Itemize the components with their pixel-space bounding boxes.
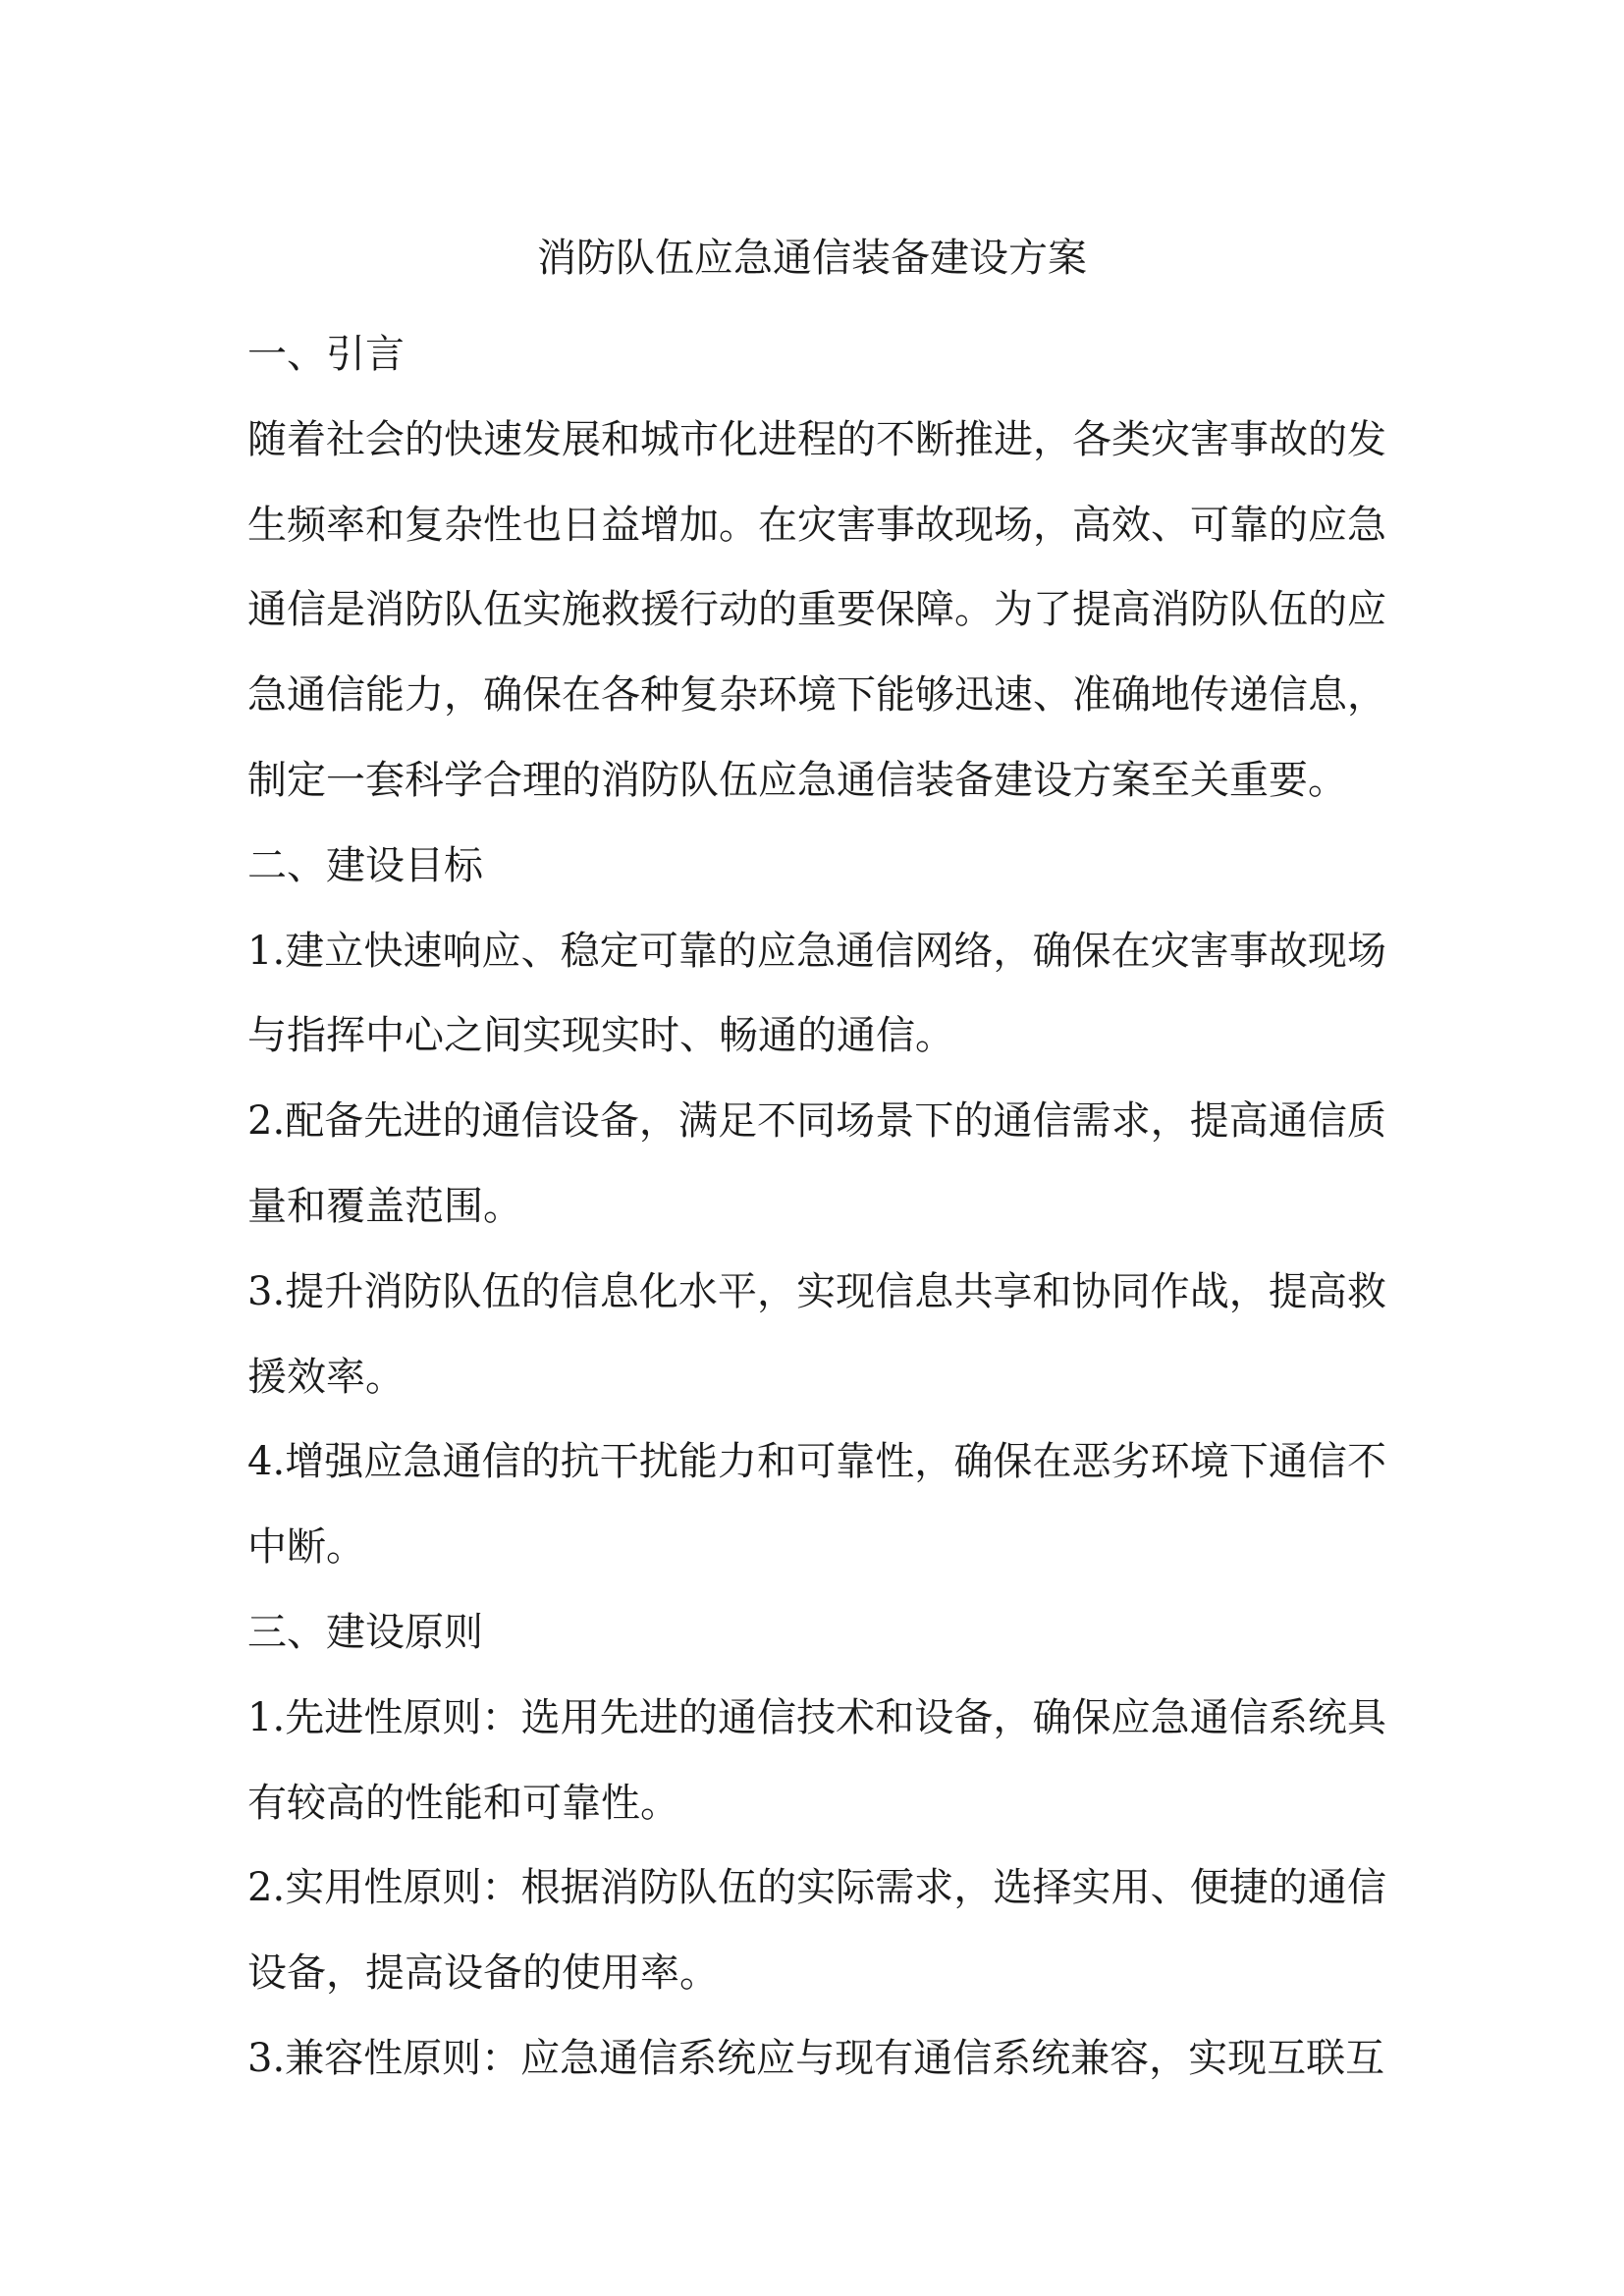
section-heading-introduction: 一、引言 [247, 332, 405, 377]
principle-item-3: 3.兼容性原则：应急通信系统应与现有通信系统兼容，实现互联互 [247, 2035, 1385, 2081]
document-body [247, 312, 1386, 2102]
goal-item-2: 2.配备先进的通信设备，满足不同场景下的通信需求，提高通信质量和覆盖范围。 [247, 1098, 1386, 1229]
introduction-paragraph: 随着社会的快速发展和城市化进程的不断推进，各类灾害事故的发生频率和复杂性也日益增加。在灾害事故现场，高效、可靠的应急通信是消防队伍实施救援行动的重要保障。为了提高消防队伍的应急通信能力，确保在各种复杂环境下能够迅速、准确地传递信息，制定一套科学合理的消防队伍应急通信装备建设方案至关重要。 [247, 416, 1386, 803]
section-heading-principles: 三、建设原则 [247, 1609, 483, 1655]
document-title: 消防队伍应急通信装备建设方案 [537, 236, 1087, 281]
principle-item-1: 1.先进性原则：选用先进的通信技术和设备，确保应急通信系统具有较高的性能和可靠性。 [247, 1694, 1386, 1826]
goal-item-3: 3.提升消防队伍的信息化水平，实现信息共享和协同作战，提高救援效率。 [247, 1268, 1386, 1400]
section-heading-goals: 二、建设目标 [247, 842, 483, 888]
goal-item-1: 1.建立快速响应、稳定可靠的应急通信网络，确保在灾害事故现场与指挥中心之间实现实时、畅通的通信。 [247, 928, 1386, 1059]
goal-item-4: 4.增强应急通信的抗干扰能力和可靠性，确保在恶劣环境下通信不中断。 [247, 1439, 1386, 1571]
principle-item-2: 2.实用性原则：根据消防队伍的实际需求，选择实用、便捷的通信设备，提高设备的使用率。 [247, 1865, 1386, 1997]
